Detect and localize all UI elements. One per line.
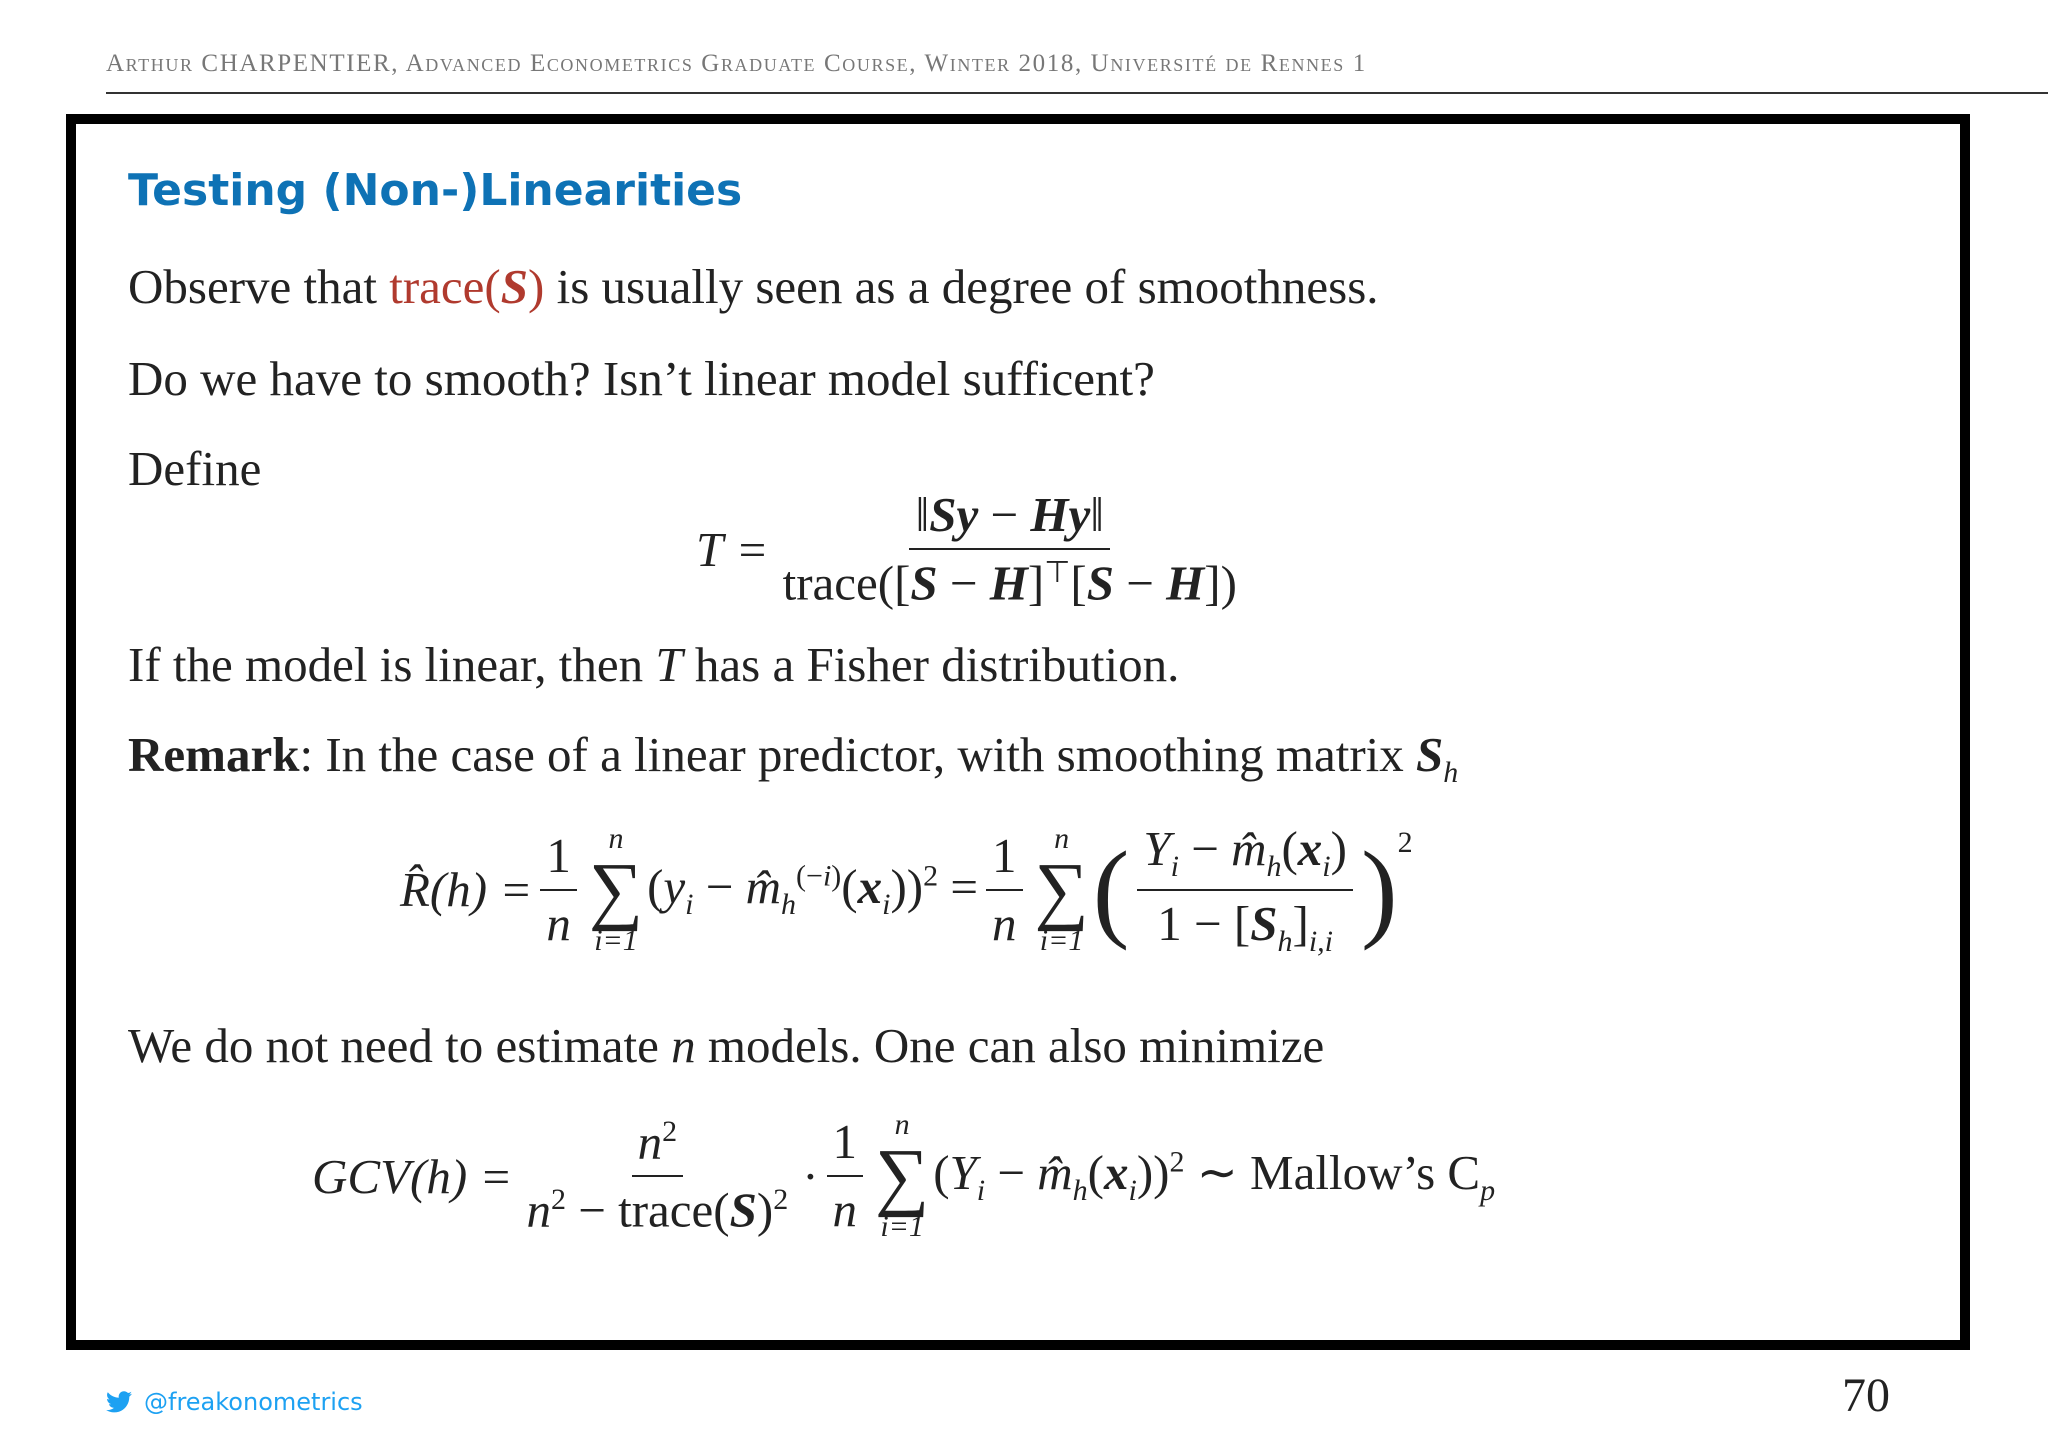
- equation-Rhat: R̂(h) = $\frac{1}{n}$ n ∑ i=1 ($y_i$ − $m̂_h^{(-i)}(x_i))^2$ = $\frac{1}{n}$ n ∑ i=1 ( $\frac{Y_i - m̂_h(x_i)}{1 - [S_h]_{i,i}}$ ) $^2$: [400, 821, 1413, 958]
- paragraph-estimate: We do not need to estimate n models. One can also minimize: [128, 1018, 1325, 1073]
- paragraph-fisher: If the model is linear, then T has a Fisher distribution.: [128, 637, 1180, 692]
- eq1-lhs: T =: [696, 521, 769, 577]
- p1-before: Observe that: [128, 259, 390, 314]
- p1-after: is usually seen as a degree of smoothness.: [544, 259, 1379, 314]
- page-number: 70: [1842, 1369, 1890, 1422]
- slide-title: Testing (Non-)Linearities: [128, 165, 743, 216]
- remark-label: Remark: [128, 727, 300, 782]
- equation-T: [696, 488, 1251, 610]
- paragraph-remark: Remark: In the case of a linear predictor, with smoothing matrix $S_h$: [128, 727, 1459, 789]
- mallows-label: Mallow’s $C_p$: [1250, 1145, 1496, 1207]
- equation-GCV: GCV(h) = $\frac{n^2}{n^2 - trace(S)^2}$ · $\frac{1}{n}$ n ∑ i=1 ($Y_i$ − $m̂_h(x_i))^2$ ∼ Mallow’s $C_p$: [312, 1108, 1496, 1244]
- twitter-label: @freakonometrics: [144, 1388, 363, 1416]
- eq1-fraction: $\frac{‖Sy - Hy‖}{trace([S - H]^⊤[S - H])}$: [782, 487, 1237, 611]
- slide-header: Arthur CHARPENTIER, Advanced Econometrics Graduate Course, Winter 2018, Université de Rennes 1: [106, 50, 1367, 77]
- p1-trace: trace(S): [389, 259, 545, 314]
- rhat-lhs: R̂(h) =: [400, 862, 533, 918]
- paragraph-define: Define: [128, 441, 262, 496]
- twitter-handle[interactable]: [106, 1388, 363, 1416]
- gcv-lhs: GCV(h) =: [312, 1148, 513, 1204]
- paragraph-question: Do we have to smooth? Isn’t linear model sufficent?: [128, 351, 1155, 406]
- remark-text: : In the case of a linear predictor, with smoothing matrix: [299, 727, 1416, 782]
- twitter-bird-icon: [106, 1391, 132, 1413]
- header-rule: [106, 92, 2048, 94]
- paragraph-trace: [128, 258, 1379, 315]
